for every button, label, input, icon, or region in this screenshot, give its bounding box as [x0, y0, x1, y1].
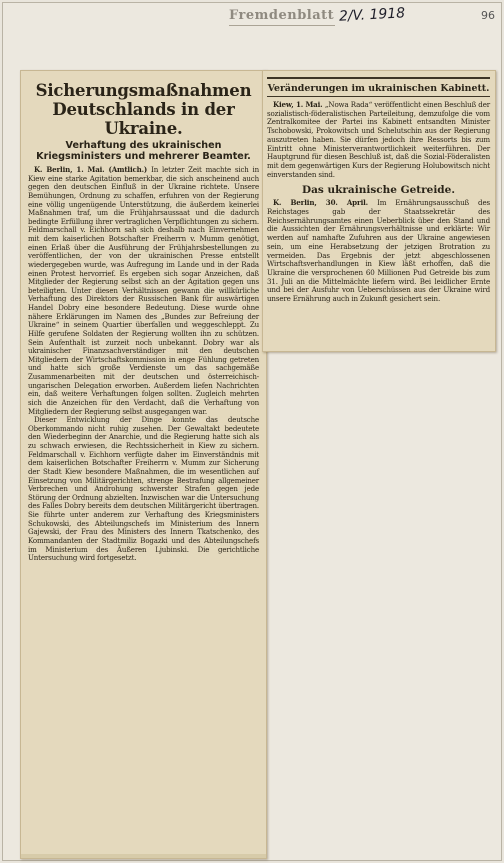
left-article-paragraph [28, 166, 259, 416]
column-rule [267, 77, 490, 79]
paragraph-text: „Nowa Rada“ veröffentlicht einen Beschluß der sozialistisch-föderalistischen Parteileitung, demzufolge die vom Zentralkomitee der Partei ins Kabinett entsandten Minister Tschobowski, Prokowitsch und Schelutschin aus der Regierung auszutreten haben. Sie dürfen jedoch ihre Ressorts bis zum Eintritt ohne Ministerverantwortlichkeit weiterführen. Der Hauptgrund für diesen Beschluß ist, daß die Sozial-Föderalisten mit dem gegenwärtigen Kurs der Regierung Holubowitsch nicht einverstanden sind. [267, 100, 490, 179]
paragraph-text: In letzter Zeit machte sich in Kiew eine starke Agitation bemerkbar, die sich anscheinend auch gegen den deutschen Einfluß in der Ukraine richtete. Unsere Bemühungen, Ordnung zu schaffen, erfuhren von der Regierung eine völlig ungenügende Unterstützung, die äußerdem keinerlei Maßnahmen traf, um die Frühjahrsaussaat und die dadurch bedingte Erfüllung ihrer vertraglichen Verpflichtungen zu sichern. Feldmarschall v. Eichhorn sah sich deshalb nach Einvernehmen mit dem kaiserlichen Botschafter Freiherrn v. Mumm genötigt, einen Erlaß über die Ausführung der Frühjahrsbestellungen zu veröffentlichen, der von der ukrainischen Presse entstellt wiedergegeben wurde, was Aufregung im Lande und in der Rada einen Protest hervorrief. Es ergeben sich sogar Anzeichen, daß Mitglieder der Regierung selbst sich an der Agitation gegen uns beteiligten. Unter diesen Verhältnissen gewann die willkürliche Verhaftung des Direktors der Russischen Bank für auswärtigen Handel Dobry eine besondere Bedeutung. Diese wurde ohne nähere Erklärungen im Namen des „Bundes zur Befreiung der Ukraine“ in seinem Quartier überfallen und weggeschleppt. Zu Hilfe gerufene Soldaten der Regierung wollten ihn zu schützen. Sein Aufenthalt ist zurzeit noch unbekannt. Dobry war als ukrainischer Finanzsachverständiger mit den deutschen Mitgliedern der Wirtschaftskommission in enge Fühlung getreten und hatte sich große Verdienste um das sachgemäße Zusammenarbeiten mit der deutschen und österreichisch-ungarischen Delegation erworben. Außerdem liefen Nachrichten ein, daß weitere Verhaftungen folgen sollten. Zugleich mehrten sich die Anzeichen für den Verdacht, daß die Verhaftung von Mitgliedern der Regierung selbst ausgegangen war. [28, 165, 259, 416]
dateline: Kiew, 1. Mai. [273, 100, 325, 109]
handwritten-date: 2/V. 1918 [338, 5, 406, 25]
right-article-2-paragraph [267, 199, 490, 303]
left-article-headline: Sicherungsmaßnahmen Deutschlands in der Ukraine. [35, 81, 252, 138]
newspaper-source-stamp: Fremdenblatt [229, 8, 335, 23]
dateline: K. Berlin, 30. April. [273, 198, 378, 208]
stamp-underline [229, 25, 335, 26]
right-article-1-headline: Veränderungen im ukrainischen Kabinett. [267, 83, 490, 94]
right-newspaper-clipping [262, 70, 496, 352]
right-articles [267, 77, 490, 345]
archive-page [2, 2, 502, 861]
page-number: 96 [481, 9, 495, 22]
paragraph-text: Im Ernährungsausschuß des Reichstages gab der Staatssekretär des Reichsernährungsamtes einen Ueberblick über den Stand und die Aussichten der Ernährungsverhältnisse und erklärte: Wir werden auf namhafte Zufuhren aus der Ukraine angewiesen sein, um eine Herabsetzung der jetzigen Brotration zu vermeiden. Das Ergebnis der jetzt abgeschlossenen Wirtschaftsverhandlungen in Kiew läßt erhoffen, daß die Ukraine die versprochenen 60 Millionen Pud Getreide bis zum 31. Juli an die Mittelmächte liefern wird. Bei leidlicher Ernte und bei der Ausfuhr von Ueberschüssen aus der Ukraine wird unsere Ernährung auch in Zukunft gesichert sein. [267, 198, 490, 304]
dateline: K. Berlin, 1. Mai. (Amtlich.) [34, 165, 152, 174]
left-newspaper-clipping [20, 70, 267, 859]
right-article-2-headline: Das ukrainische Getreide. [302, 184, 455, 197]
paragraph-text: Dieser Entwicklung der Dinge konnte das deutsche Oberkommando nicht ruhig zusehen. Der Gewaltakt bedeutete den Wiederbeginn der Anarchie, und die Regierung hatte sich als zu schwach erwiesen, die Rechtssicherheit in Kiew zu sichern. Feldmarschall v. Eichhorn verfügte daher im Einverständnis mit dem kaiserlichen Botschafter Freiherrn v. Mumm zur Sicherung der Stadt Kiew besondere Maßnahmen, die im wesentlichen auf Einsetzung von Militärgerichten, strenge Bestrafung allgemeiner Verbrechen und Androhung schwerster Strafen gegen jede Störung der Ordnung abzielten. Inzwischen war die Untersuchung des Falles Dobry bereits dem deutschen Militärgericht übertragen. Sie führte unter anderem zur Verhaftung des Kriegsministers Schukowski, des Abteilungschefs im Ministerium des Innern Gajewski, der Frau des Ministers des Innern Tkatschenko, des Kommandanten der Stadtmiliz Bogazki und des Abteilungschefs im Ministerium des Äußeren Ljubinski. Die gerichtliche Untersuchung wird fortgesetzt. [28, 415, 259, 563]
right-article-1-paragraph [267, 101, 490, 179]
left-article [28, 77, 259, 852]
headline-rule [267, 96, 490, 97]
clipping-edge [21, 854, 266, 858]
left-article-paragraph [28, 416, 259, 563]
left-article-subhead: Verhaftung des ukrainischen Kriegsministers und mehrerer Beamter. [36, 140, 251, 162]
